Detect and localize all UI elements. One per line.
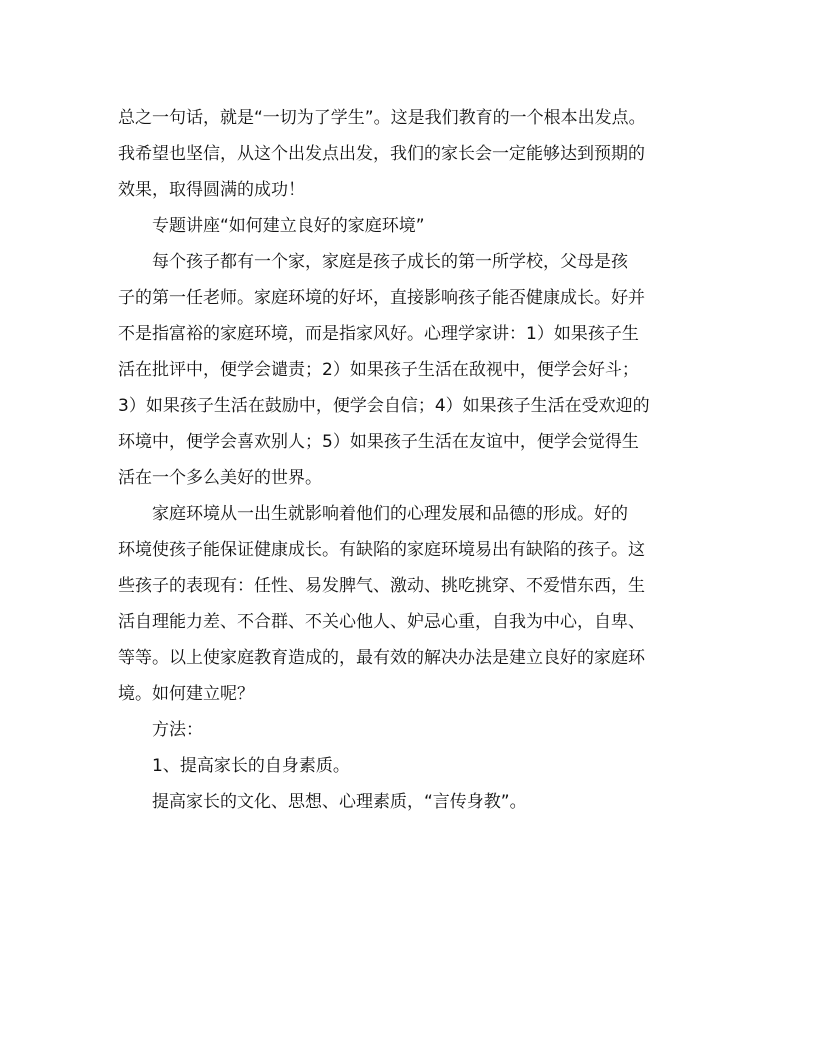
text-line: 活在一个多么美好的世界。 <box>118 468 322 488</box>
text-line: 3）如果孩子生活在鼓励中，便学会自信；4）如果孩子生活在受欢迎的 <box>118 396 650 416</box>
text-line: 环境中，便学会喜欢别人；5）如果孩子生活在友谊中，便学会觉得生 <box>118 432 639 452</box>
text-line: 活在批评中，便学会谴责；2）如果孩子生活在敌视中，便学会好斗； <box>118 360 639 380</box>
method-item-1 <box>118 748 698 784</box>
text-line: 家庭环境从一出生就影响着他们的心理发展和品德的形成。好的 <box>152 504 628 524</box>
text-line: 效果，取得圆满的成功！ <box>118 180 305 200</box>
text-line: 总之一句话，就是“一切为了学生”。这是我们教育的一个根本出发点。 <box>118 108 646 128</box>
paragraph-1 <box>118 100 698 208</box>
text-line: 专题讲座“如何建立良好的家庭环境” <box>152 216 425 236</box>
document-body <box>118 100 698 820</box>
text-line: 子的第一任老师。家庭环境的好坏，直接影响孩子能否健康成长。好并 <box>118 288 645 308</box>
text-line: 等等。以上使家庭教育造成的，最有效的解决办法是建立良好的家庭环 <box>118 648 645 668</box>
text-line: 些孩子的表现有：任性、易发脾气、激动、挑吃挑穿、不爱惜东西，生 <box>118 576 645 596</box>
text-line: 方法： <box>152 720 203 740</box>
text-line: 1、提高家长的自身素质。 <box>152 756 350 776</box>
method-item-1-detail <box>118 784 698 820</box>
methods-heading <box>118 712 698 748</box>
lecture-title <box>118 208 698 244</box>
text-line: 活自理能力差、不合群、不关心他人、妒忌心重，自我为中心，自卑、 <box>118 612 645 632</box>
text-line: 不是指富裕的家庭环境，而是指家风好。心理学家讲：1）如果孩子生 <box>118 324 639 344</box>
paragraph-4 <box>118 496 698 712</box>
text-line: 我希望也坚信，从这个出发点出发，我们的家长会一定能够达到预期的 <box>118 144 645 164</box>
paragraph-3 <box>118 244 698 496</box>
text-line: 提高家长的文化、思想、心理素质，“言传身教”。 <box>152 792 527 812</box>
text-line: 每个孩子都有一个家，家庭是孩子成长的第一所学校，父母是孩 <box>152 252 628 272</box>
text-line: 环境使孩子能保证健康成长。有缺陷的家庭环境易出有缺陷的孩子。这 <box>118 540 645 560</box>
text-line: 境。如何建立呢？ <box>118 684 254 704</box>
